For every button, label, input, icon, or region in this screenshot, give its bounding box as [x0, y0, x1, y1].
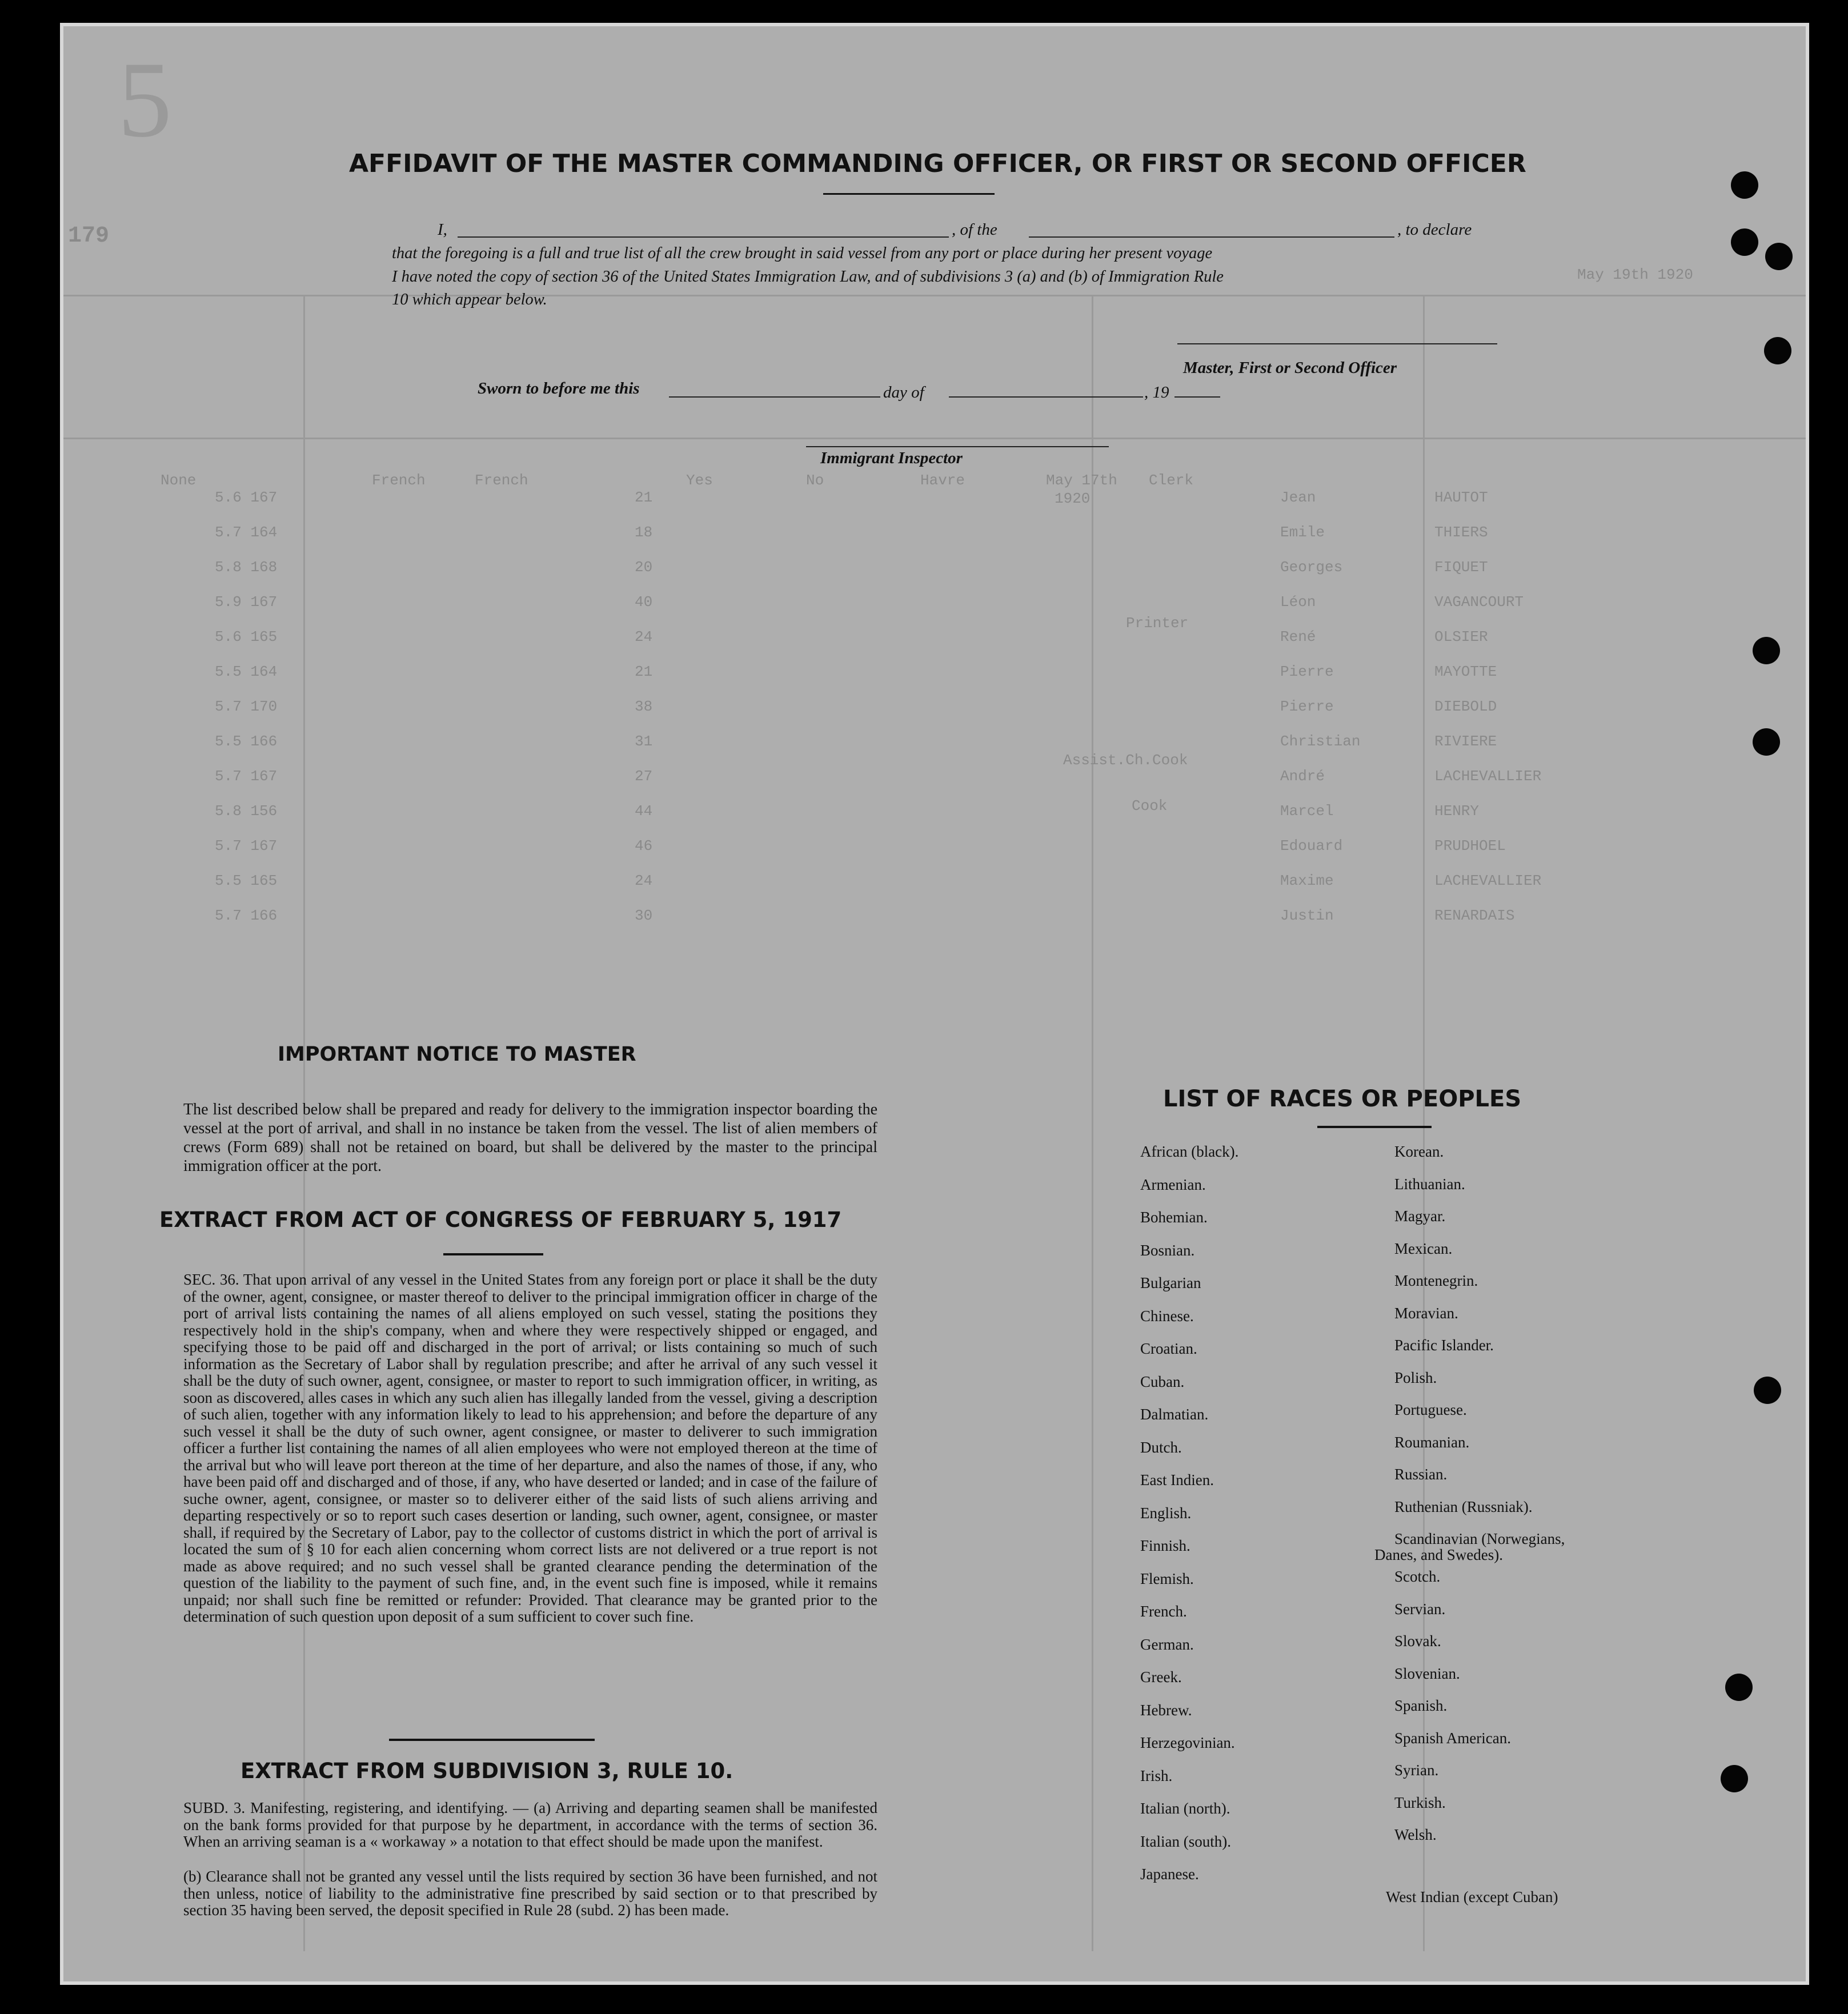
bleed-through-arrival-date: May 19th 1920	[1577, 266, 1693, 283]
bleed-through-given-name: Pierre	[1280, 698, 1334, 715]
race-item: Servian.	[1394, 1600, 1446, 1618]
bleed-through-height: 5.9 167	[215, 593, 278, 611]
bleed-through-age: 31	[635, 733, 653, 750]
bleed-through-surname: HENRY	[1434, 803, 1480, 820]
race-item: Magyar.	[1394, 1207, 1446, 1225]
punch-hole	[1753, 728, 1780, 756]
bleed-through-note: French	[372, 472, 426, 489]
race-item: Croatian.	[1140, 1340, 1197, 1357]
bleed-through-given-name: Edouard	[1280, 837, 1343, 854]
inspector-label: Immigrant Inspector	[820, 449, 963, 467]
race-item: Irish.	[1140, 1767, 1173, 1784]
bleed-through-given-name: Georges	[1280, 559, 1343, 576]
bleed-through-note: French	[475, 472, 528, 489]
race-item: German.	[1140, 1635, 1194, 1653]
bleed-through-age: 40	[635, 593, 653, 611]
bleed-through-page-number: 5	[118, 40, 172, 160]
race-item: Herzegovinian.	[1140, 1734, 1235, 1751]
act-extract-divider	[443, 1253, 543, 1255]
bleed-through-height: 5.7 170	[215, 698, 278, 715]
race-item: Danes, and Swedes).	[1374, 1546, 1503, 1563]
race-item: Italian (south).	[1140, 1832, 1231, 1850]
bleed-through-age: 24	[635, 628, 653, 645]
notice-text: The list described below shall be prepared and ready for delivery to the immigration inspector boarding the vessel at the port of arrival, and shall in no instance be taken from the vessel. The list of alien members of crews (Form 689) shall not be retained on board, but shall be delivered by the master to the principal immigration officer at the port.	[183, 1101, 877, 1175]
bleed-through-age: 44	[635, 803, 653, 820]
declaration-of-the: , of the	[952, 220, 997, 239]
race-item: Roumanian.	[1394, 1433, 1470, 1451]
bleed-through-height: 5.5 165	[215, 872, 278, 889]
race-item: Armenian.	[1140, 1175, 1206, 1193]
master-signature-label: Master, First or Second Officer	[1183, 359, 1397, 377]
title-divider	[823, 193, 995, 195]
race-item: Scandinavian (Norwegians,	[1394, 1530, 1565, 1547]
declaration-line-3: I have noted the copy of section 36 of the United States Immigration Law, and of subdivisions 3 (a) and (b) of Immigration Rule	[392, 268, 1224, 286]
punch-hole	[1721, 1765, 1748, 1792]
race-item: Bulgarian	[1140, 1274, 1201, 1291]
declaration-to-declare: , to declare	[1397, 220, 1472, 239]
bleed-through-note: 1920	[1055, 490, 1091, 507]
bleed-through-note: Havre	[920, 472, 965, 489]
race-item: Bosnian.	[1140, 1241, 1195, 1259]
bleed-through-note: Yes	[686, 472, 713, 489]
bleed-through-given-name: Justin	[1280, 907, 1334, 924]
sworn-year-prefix: , 19	[1144, 383, 1169, 402]
race-item: West Indian (except Cuban)	[1386, 1888, 1558, 1905]
bleed-through-surname: OLSIER	[1434, 628, 1488, 645]
race-item: Italian (north).	[1140, 1800, 1230, 1817]
race-item: Dalmatian.	[1140, 1406, 1209, 1423]
bleed-through-occupation: Clerk	[1149, 472, 1194, 489]
bleed-through-age: 30	[635, 907, 653, 924]
race-item: Lithuanian.	[1394, 1175, 1465, 1193]
bleed-through-age: 18	[635, 524, 653, 541]
bleed-through-height: 5.7 166	[215, 907, 278, 924]
bleed-through-height: 5.5 166	[215, 733, 278, 750]
bleed-through-age: 21	[635, 489, 653, 506]
bleed-through-surname: THIERS	[1434, 524, 1488, 541]
bleed-through-height: 5.6 165	[215, 628, 278, 645]
punch-hole	[1731, 228, 1758, 256]
rule-subdivision-b-text: (b) Clearance shall not be granted any vessel until the lists required by section 36 have been furnished, and not then unless, notice of liability to the administrative fine prescribed by said section or to that prescribed by section 35 having been served, the deposit specified in Rule 28 (subd. 2) has been made.	[183, 1868, 877, 1919]
races-title: LIST OF RACES OR PEOPLES	[1163, 1086, 1522, 1112]
race-item: Turkish.	[1394, 1794, 1446, 1811]
bleed-through-height: 5.8 156	[215, 803, 278, 820]
race-item: English.	[1140, 1504, 1192, 1522]
bleed-through-surname: PRUDHOEL	[1434, 837, 1506, 854]
punch-hole	[1753, 637, 1780, 664]
document-page	[60, 23, 1809, 1985]
bleed-through-surname: MAYOTTE	[1434, 663, 1497, 680]
bleed-through-occupation: Cook	[1132, 797, 1168, 815]
bleed-through-height: 5.7 167	[215, 837, 278, 854]
punch-hole	[1725, 1674, 1753, 1701]
bleed-through-given-name: Emile	[1280, 524, 1325, 541]
punch-hole	[1754, 1377, 1781, 1404]
act-extract-title: EXTRACT FROM ACT OF CONGRESS OF FEBRUARY 5, 1917	[159, 1207, 842, 1232]
inspector-signature-line[interactable]	[806, 446, 1109, 447]
bleed-through-surname: VAGANCOURT	[1434, 593, 1524, 611]
race-item: Polish.	[1394, 1369, 1437, 1386]
race-item: Montenegrin.	[1394, 1272, 1478, 1289]
notice-title: IMPORTANT NOTICE TO MASTER	[278, 1043, 636, 1066]
race-item: African (black).	[1140, 1143, 1239, 1160]
affidavit-title: AFFIDAVIT OF THE MASTER COMMANDING OFFICER, OR FIRST OR SECOND OFFICER	[349, 149, 1526, 178]
bleed-through-header-rule	[63, 438, 1809, 439]
bleed-through-surname: RIVIERE	[1434, 733, 1497, 750]
bleed-through-given-name: André	[1280, 768, 1325, 785]
race-item: Slovak.	[1394, 1632, 1441, 1650]
bleed-through-note: None	[161, 472, 197, 489]
race-item: Finnish.	[1140, 1537, 1190, 1554]
sworn-year-field[interactable]	[1174, 396, 1220, 398]
bleed-through-surname: RENARDAIS	[1434, 907, 1515, 924]
bleed-through-height: 5.7 167	[215, 768, 278, 785]
race-item: Hebrew.	[1140, 1701, 1192, 1719]
punch-hole	[1764, 337, 1791, 364]
bleed-through-stamp-number: 179	[68, 223, 110, 249]
race-item: Dutch.	[1140, 1438, 1182, 1456]
race-item: Ruthenian (Russniak).	[1394, 1498, 1533, 1515]
race-item: Flemish.	[1140, 1570, 1194, 1587]
master-signature-line[interactable]	[1177, 343, 1497, 344]
sworn-month-field[interactable]	[949, 396, 1143, 398]
race-item: Portuguese.	[1394, 1401, 1467, 1418]
race-item: Syrian.	[1394, 1762, 1439, 1779]
punch-hole	[1765, 243, 1793, 270]
bleed-through-age: 24	[635, 872, 653, 889]
bleed-through-given-name: René	[1280, 628, 1316, 645]
sworn-day-of: day of	[883, 383, 924, 402]
declaration-line-4: 10 which appear below.	[392, 291, 547, 308]
master-name-field[interactable]	[458, 236, 949, 238]
bleed-through-age: 21	[635, 663, 653, 680]
bleed-through-age: 38	[635, 698, 653, 715]
race-item: Moravian.	[1394, 1304, 1458, 1322]
bleed-through-occupation: Assist.Ch.Cook	[1063, 752, 1188, 769]
sworn-day-field[interactable]	[669, 396, 880, 398]
race-item: Scotch.	[1394, 1568, 1441, 1585]
bleed-through-age: 46	[635, 837, 653, 854]
bleed-through-given-name: Maxime	[1280, 872, 1334, 889]
bleed-through-surname: DIEBOLD	[1434, 698, 1497, 715]
race-item: Chinese.	[1140, 1307, 1194, 1325]
bleed-through-height: 5.7 164	[215, 524, 278, 541]
race-item: Russian.	[1394, 1466, 1448, 1483]
bleed-through-surname: FIQUET	[1434, 559, 1488, 576]
bleed-through-given-name: Christian	[1280, 733, 1361, 750]
race-item: Japanese.	[1140, 1865, 1199, 1883]
race-item: Pacific Islander.	[1394, 1337, 1494, 1354]
sworn-label: Sworn to before me this	[478, 379, 640, 398]
bleed-through-given-name: Jean	[1280, 489, 1316, 506]
rule-subdivision-a-text: SUBD. 3. Manifesting, registering, and identifying. — (a) Arriving and departing seamen shall be manifested on the bank forms provided for that purpose by he department, in accordance with the terms of section 36. When an arriving seaman is a « workaway » a notation to that effect should be made upon the manifest.	[183, 1799, 877, 1850]
bleed-through-age: 20	[635, 559, 653, 576]
race-item: Welsh.	[1394, 1826, 1437, 1843]
bleed-through-surname: HAUTOT	[1434, 489, 1488, 506]
race-item: Greek.	[1140, 1668, 1182, 1686]
bleed-through-height: 5.6 167	[215, 489, 278, 506]
race-item: French.	[1140, 1603, 1187, 1620]
race-item: Bohemian.	[1140, 1209, 1208, 1226]
bleed-through-note: May 17th	[1046, 472, 1117, 489]
rule-extract-divider	[389, 1739, 595, 1741]
race-item: Cuban.	[1140, 1373, 1185, 1390]
act-section-36-text: SEC. 36. That upon arrival of any vessel in the United States from any foreign port or place it shall be the duty of the owner, agent, consignee, or master thereof to deliver to the principal immigration officer in charge of the port of arrival lists containing the names of all aliens employed on such vessel, stating the positions they respectively hold in the ship's company, when and where they were respectively shipped or engaged, and specifying those to be paid off and discharged in the port of arrival; or lists containing so much of such information as the Secretary of Labor shall by regulation prescribe; and after he arrival of any such vessel it shall be the duty of such owner, agent, consignee, or master to report to such immigration officer, in writing, as soon as discovered, alles cases in which any such alien has illegally landed from the vessel, giving a description of such alien, together with any information likely to lead to his apprehension; and before the departure of any such vessel it shall be the duty of such owner, agent consignee, or master to deliverer to such immigration officer a further list containing the names of all alien employees who were not employed thereon at the time of the arrival but who will leave port thereon at the time of her departure, and also the names of those, if any, who have been paid off and discharged and of those, if any, who have deserted or landed; and in case of the failure of suche owner, agent, consignee, or master so to deliverer either of the said lists of such aliens arriving and departing respectively or so to report such cases desertion or landing, such owner, agent, consignee, or master shall, if required by the Secretary of Labor, pay to the collector of customs district in which the port of arrival is located the sum of § 10 for each alien concerning whom correct lists are not delivered or a true report is not made as above required; and no such vessel shall be granted clearance pending the determination of the question of the liability to the payment of such fine, and, in the event such fine is imposed, while it remains unpaid; nor shall such fine be remitted or refunder: Provided. That clearance may be granted prior to the determination of such question upon deposit of a sum sufficient to cover such fine.	[183, 1271, 877, 1625]
race-item: Mexican.	[1394, 1239, 1453, 1257]
race-item: Slovenian.	[1394, 1664, 1460, 1682]
bleed-through-age: 27	[635, 768, 653, 785]
vessel-name-field[interactable]	[1029, 236, 1394, 238]
bleed-through-height: 5.8 168	[215, 559, 278, 576]
declaration-pronoun: I,	[438, 220, 447, 239]
race-item: Korean.	[1394, 1143, 1444, 1160]
rule-extract-title: EXTRACT FROM SUBDIVISION 3, RULE 10.	[240, 1759, 733, 1783]
race-item: Spanish American.	[1394, 1729, 1511, 1747]
bleed-through-header-rule	[63, 295, 1809, 296]
bleed-through-note: No	[806, 472, 824, 489]
bleed-through-surname: LACHEVALLIER	[1434, 768, 1542, 785]
bleed-through-given-name: Pierre	[1280, 663, 1334, 680]
declaration-line-2: that the foregoing is a full and true list of all the crew brought in said vessel from any port or place during her present voyage	[392, 244, 1213, 262]
bleed-through-height: 5.5 164	[215, 663, 278, 680]
race-item: Spanish.	[1394, 1697, 1448, 1714]
race-item: East Indien.	[1140, 1471, 1214, 1489]
bleed-through-given-name: Léon	[1280, 593, 1316, 611]
bleed-through-given-name: Marcel	[1280, 803, 1334, 820]
bleed-through-occupation: Printer	[1126, 615, 1189, 632]
punch-hole	[1731, 171, 1758, 199]
races-divider	[1317, 1126, 1432, 1128]
bleed-through-surname: LACHEVALLIER	[1434, 872, 1542, 889]
bleed-through-column-rule	[1092, 295, 1093, 1951]
